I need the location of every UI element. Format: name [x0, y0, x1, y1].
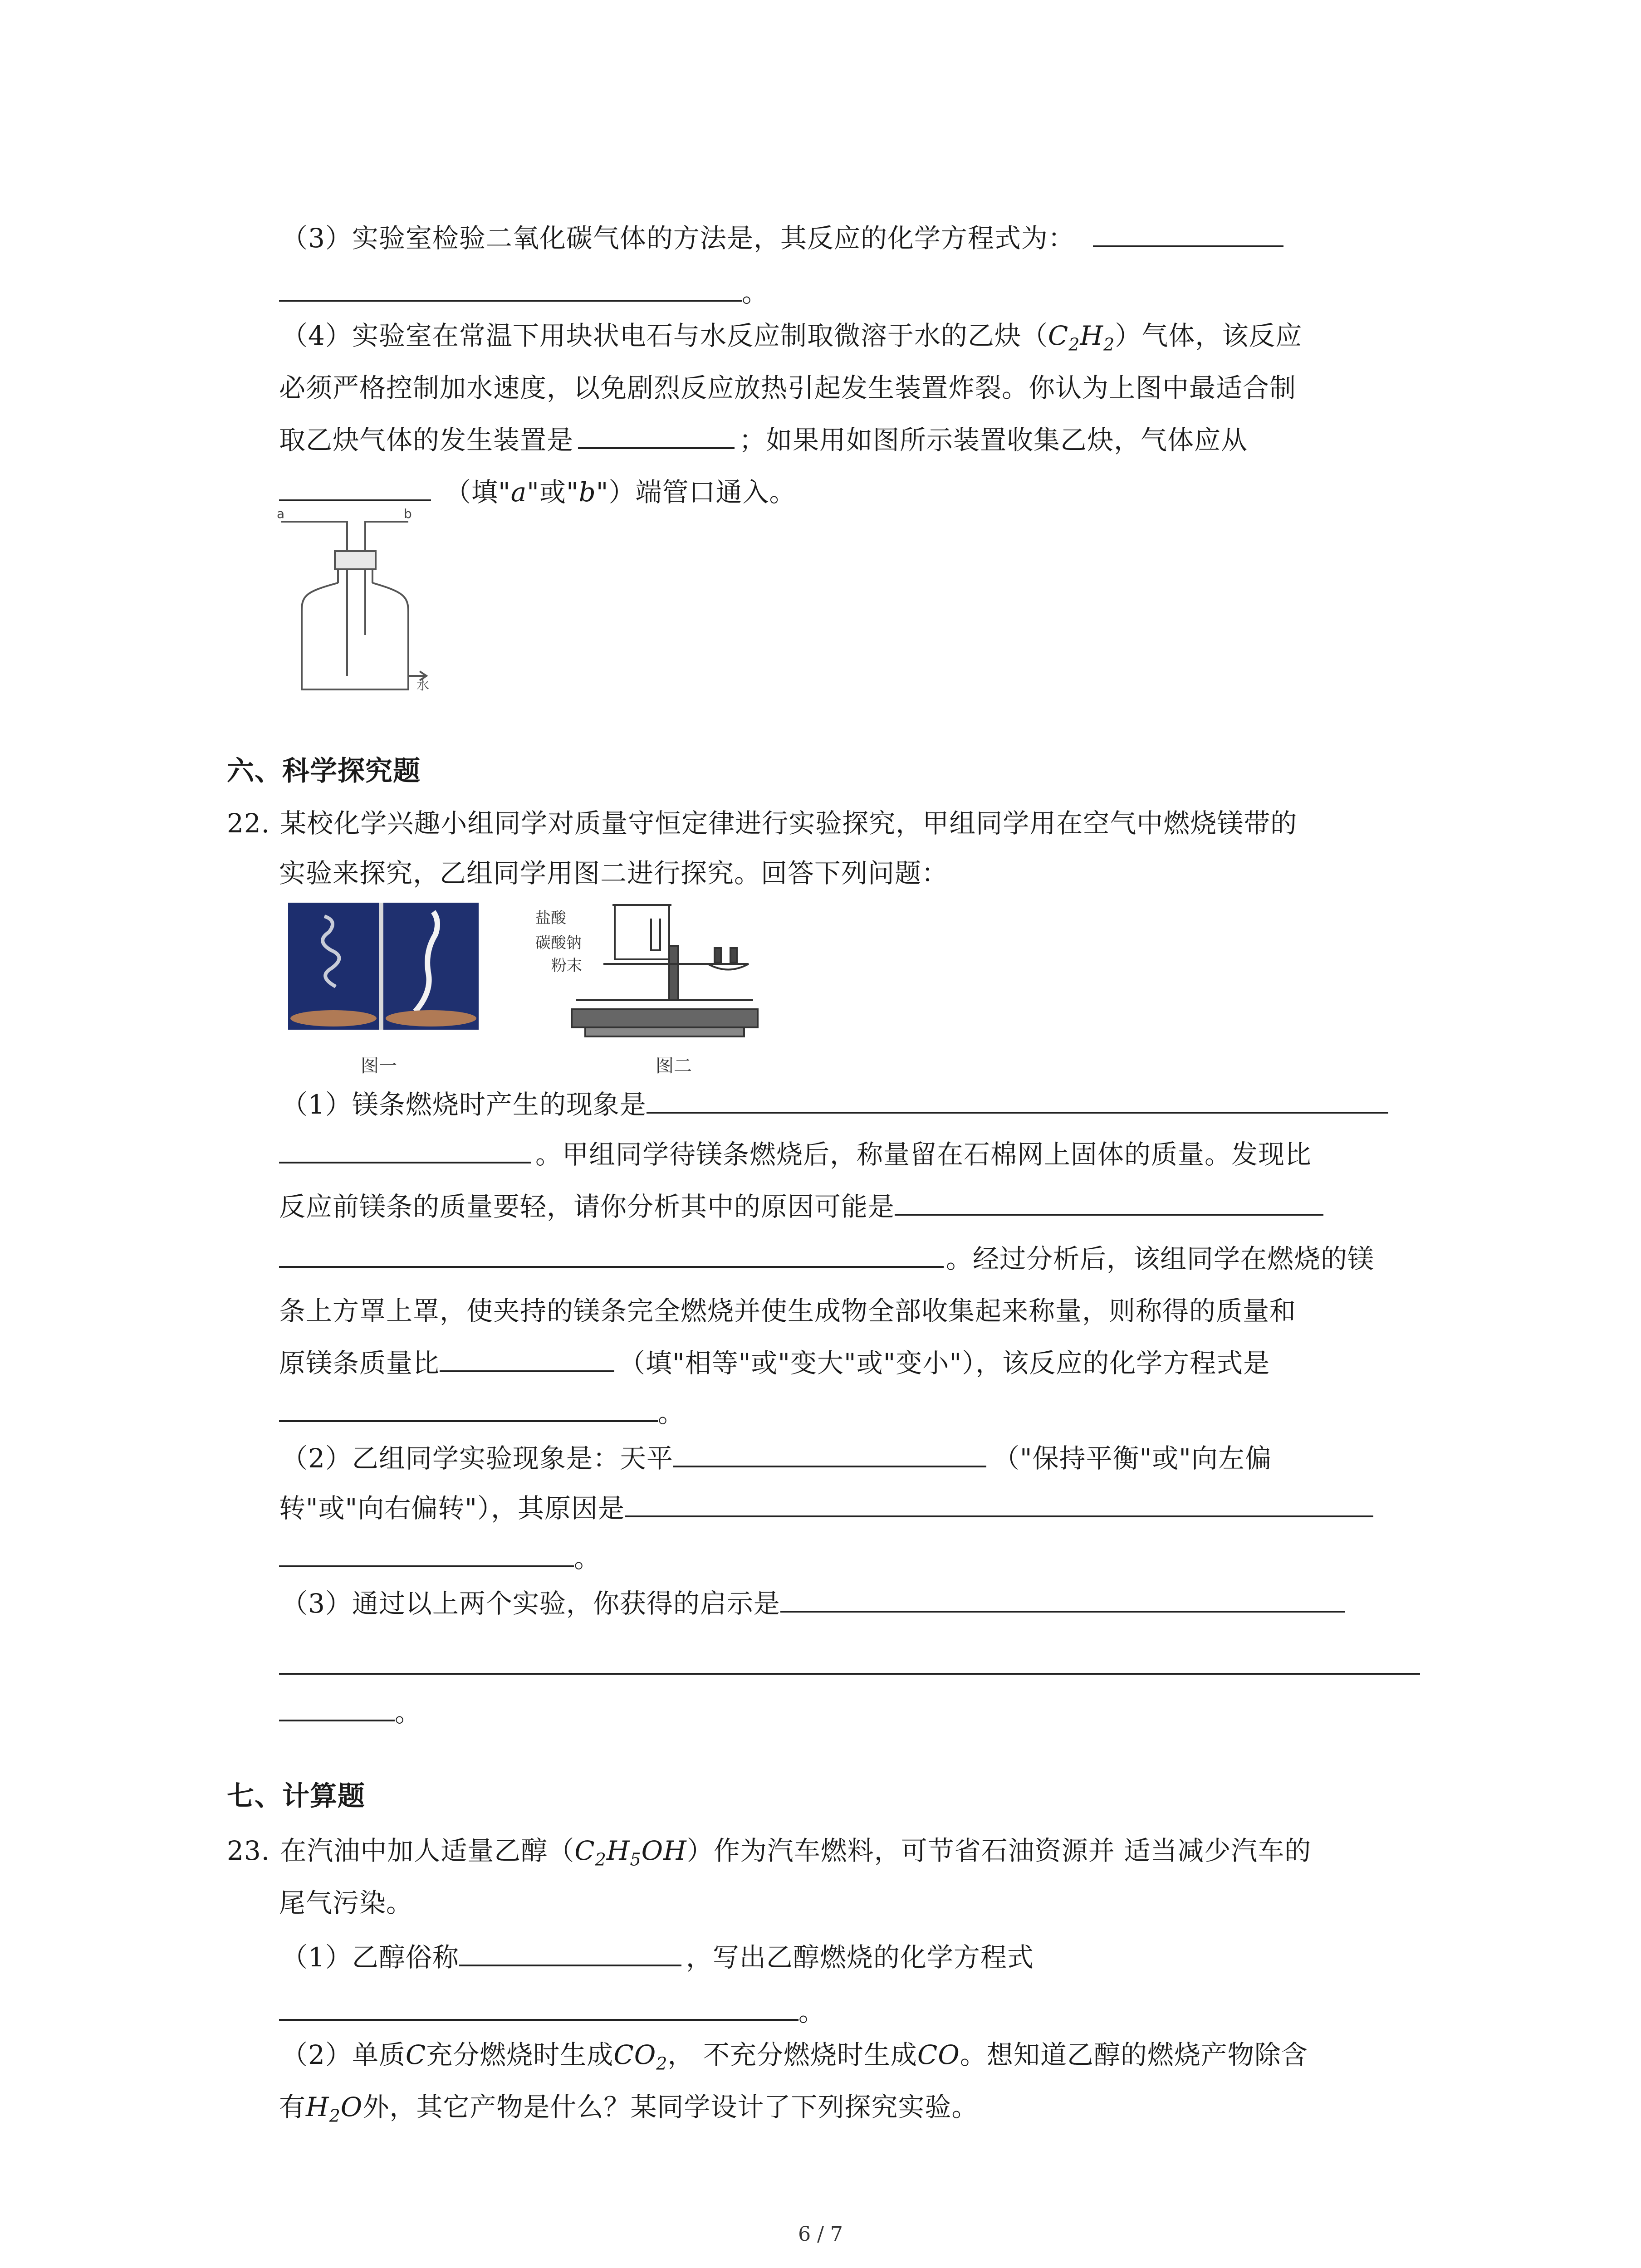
q21-part3-line1	[281, 220, 1283, 256]
q22-part1-line6	[279, 1345, 1270, 1381]
q23-part2-line2	[279, 2089, 978, 2125]
formula-subscript: 2	[1068, 334, 1080, 355]
q21-part4-line2: 必须严格控制加水速度，以免剧烈反应放热引起发生装置炸裂。你认为上图中最适合制	[279, 372, 1297, 403]
bottle-label-b: b	[404, 508, 412, 521]
bottle-label-a: a	[277, 508, 285, 521]
q22-part2-text: （2）乙组同学实验现象是：天平	[281, 1443, 673, 1474]
answer-blank[interactable]	[279, 1694, 395, 1721]
q22-part1-text: （填"相等"或"变大"或"变小"），该反应的化学方程式是	[619, 1348, 1270, 1378]
q22-part3-text: （3）通过以上两个实验，你获得的启示是	[281, 1588, 780, 1619]
q22-part1-text: （1）镁条燃烧时产生的现象是	[281, 1089, 647, 1120]
formula-co: CO	[917, 2039, 960, 2070]
answer-blank[interactable]	[279, 274, 742, 302]
q21-part4-line4	[279, 474, 796, 510]
fig2-label-sodium-carbonate: 碳酸钠	[535, 934, 582, 952]
q22-part1-line3	[279, 1188, 1323, 1225]
q23-part2-text: 充分燃烧时生成	[426, 2039, 614, 2070]
q23-part2-line1	[281, 2037, 1308, 2073]
q21-part4-text: （填"	[445, 477, 511, 508]
q22-part2-end: 。	[574, 1543, 601, 1574]
q22-part2-text: （"保持平衡"或"向左偏	[993, 1443, 1272, 1474]
formula-symbol: H	[1080, 320, 1104, 351]
formula-co2	[613, 2039, 668, 2074]
answer-blank[interactable]	[459, 1939, 681, 1966]
formula-subscript: 2	[329, 2106, 341, 2126]
q22-line2: 实验来探究，乙组同学用图二进行探究。回答下列问题：	[279, 858, 949, 889]
q23-part1-text: ，写出乙醇燃烧的化学方程式	[686, 1942, 1034, 1973]
q21-part3-line2	[279, 274, 769, 311]
q23-part1-end: 。	[798, 1996, 826, 2027]
answer-blank[interactable]	[279, 1395, 658, 1422]
q21-part4-text: "）端管口通入。	[596, 477, 796, 508]
magnesium-burning-photo	[288, 903, 479, 1030]
q22-part2-line3	[279, 1540, 601, 1576]
q22-part1-end: 。	[658, 1398, 685, 1428]
answer-blank[interactable]	[279, 1540, 574, 1567]
gas-collection-bottle-figure	[272, 508, 436, 699]
answer-blank[interactable]	[895, 1188, 1323, 1216]
formula-c: C	[405, 2039, 426, 2070]
q23-line1	[227, 1833, 1311, 1869]
balance-experiment-figure	[535, 896, 762, 1041]
answer-blank[interactable]	[279, 1994, 798, 2021]
q22-part3-end: 。	[395, 1697, 422, 1728]
formula-subscript: 5	[630, 1849, 642, 1870]
q22-part2-line1	[281, 1440, 1272, 1476]
formula-symbol: CO	[613, 2039, 656, 2070]
section7-title: 七、计算题	[227, 1780, 365, 1812]
question-number: 23.	[227, 1835, 270, 1866]
answer-blank[interactable]	[647, 1086, 1388, 1114]
answer-blank[interactable]	[279, 474, 431, 501]
answer-blank[interactable]	[578, 422, 735, 449]
q23-line2: 尾气污染。	[279, 1887, 413, 1918]
q21-part4-text: "或"	[527, 477, 579, 508]
formula-symbol: OH	[641, 1835, 687, 1866]
q22-part1-text: 。经过分析后，该组同学在燃烧的镁	[946, 1243, 1375, 1274]
option-b-letter: b	[578, 477, 596, 508]
q23-part1-text: （1）乙醇俗称	[281, 1942, 459, 1973]
q21-part4-line3	[279, 422, 1248, 458]
answer-blank[interactable]	[1093, 220, 1283, 247]
q21-part4-text: ；如果用如图所示装置收集乙炔，气体应从	[739, 425, 1248, 455]
question-number: 22.	[227, 808, 270, 839]
q21-part4-text: ）气体，该反应	[1115, 320, 1303, 351]
formula-symbol: H	[306, 2092, 329, 2122]
formula-symbol: C	[574, 1835, 595, 1866]
q21-part4-text: （4）实验室在常温下用块状电石与水反应制取微溶于水的乙炔（	[281, 320, 1048, 351]
formula-c2h5oh	[574, 1835, 687, 1870]
answer-blank[interactable]	[279, 1136, 531, 1163]
q23-part2-text: 有	[279, 2092, 306, 2122]
q22-text: 某校化学兴趣小组同学对质量守恒定律进行实验探究，甲组同学用在空气中燃烧镁带的	[280, 808, 1298, 839]
figure1-caption: 图一	[361, 1056, 397, 1076]
answer-blank[interactable]	[780, 1585, 1345, 1613]
q23-text: ）作为汽车燃料，可节省石油资源并 适当减少汽车的	[686, 1835, 1312, 1866]
answer-blank[interactable]	[440, 1345, 614, 1372]
q22-part1-line5: 条上方罩上罩，使夹持的镁条完全燃烧并使生成物全部收集起来称量，则称得的质量和	[279, 1295, 1297, 1326]
q23-part1-line1	[281, 1939, 1034, 1975]
q22-part1-line7	[279, 1395, 685, 1431]
bottle-label-water: 水	[416, 678, 430, 693]
section6-title: 六、科学探究题	[227, 755, 421, 787]
q23-part2-text: 。想知道乙醇的燃烧产物除含	[960, 2039, 1308, 2070]
q23-part2-text: 外，其它产物是什么？某同学设计了下列探究实验。	[362, 2092, 979, 2122]
page-number: 6 / 7	[798, 2223, 843, 2246]
q23-part2-text: ， 不充分燃烧时生成	[667, 2039, 917, 2070]
q22-part3-line3	[279, 1694, 421, 1730]
q22-part2-line2	[279, 1490, 1373, 1526]
q22-part2-text: 转"或"向右偏转"），其原因是	[279, 1493, 625, 1524]
figure2-caption: 图二	[656, 1056, 692, 1076]
formula-c2h2	[1048, 320, 1115, 355]
answer-blank[interactable]	[625, 1490, 1373, 1517]
formula-symbol: C	[1048, 320, 1069, 351]
formula-subscript: 2	[656, 2053, 668, 2074]
q21-part3-text: （3）实验室检验二氧化碳气体的方法是，其反应的化学方程式为：	[281, 223, 1075, 254]
q23-part1-line2	[279, 1994, 825, 2030]
formula-symbol: O	[340, 2092, 363, 2122]
fig2-label-powder: 粉末	[551, 957, 582, 975]
q22-part1-text: 。甲组同学待镁条燃烧后，称量留在石棉网上固体的质量。发现比	[535, 1139, 1312, 1170]
q22-part1-line1	[281, 1086, 1388, 1123]
answer-blank[interactable]	[279, 1241, 944, 1268]
q23-text: 在汽油中加人适量乙醇（	[280, 1835, 575, 1866]
answer-blank[interactable]	[279, 1673, 1420, 1675]
formula-h2o	[306, 2092, 363, 2126]
q21-part4-text: 取乙炔气体的发生装置是	[279, 425, 574, 455]
fig2-label-acid: 盐酸	[535, 909, 566, 927]
formula-subscript: 2	[1103, 334, 1115, 355]
q22-line1	[227, 805, 1297, 841]
formula-subscript: 2	[595, 1849, 607, 1870]
q21-part4-line1	[281, 318, 1302, 354]
q22-part1-line2	[279, 1136, 1312, 1173]
formula-symbol: H	[606, 1835, 630, 1866]
q22-part3-line1	[281, 1585, 1345, 1622]
q23-part2-text: （2）单质	[281, 2039, 406, 2070]
q21-part3-end: 。	[742, 277, 769, 308]
q22-part1-text: 原镁条质量比	[279, 1348, 440, 1378]
option-a-letter: a	[510, 477, 527, 508]
answer-blank[interactable]	[673, 1440, 986, 1467]
q22-part1-line4	[279, 1241, 1374, 1277]
q22-part1-text: 反应前镁条的质量要轻，请你分析其中的原因可能是	[279, 1191, 895, 1222]
